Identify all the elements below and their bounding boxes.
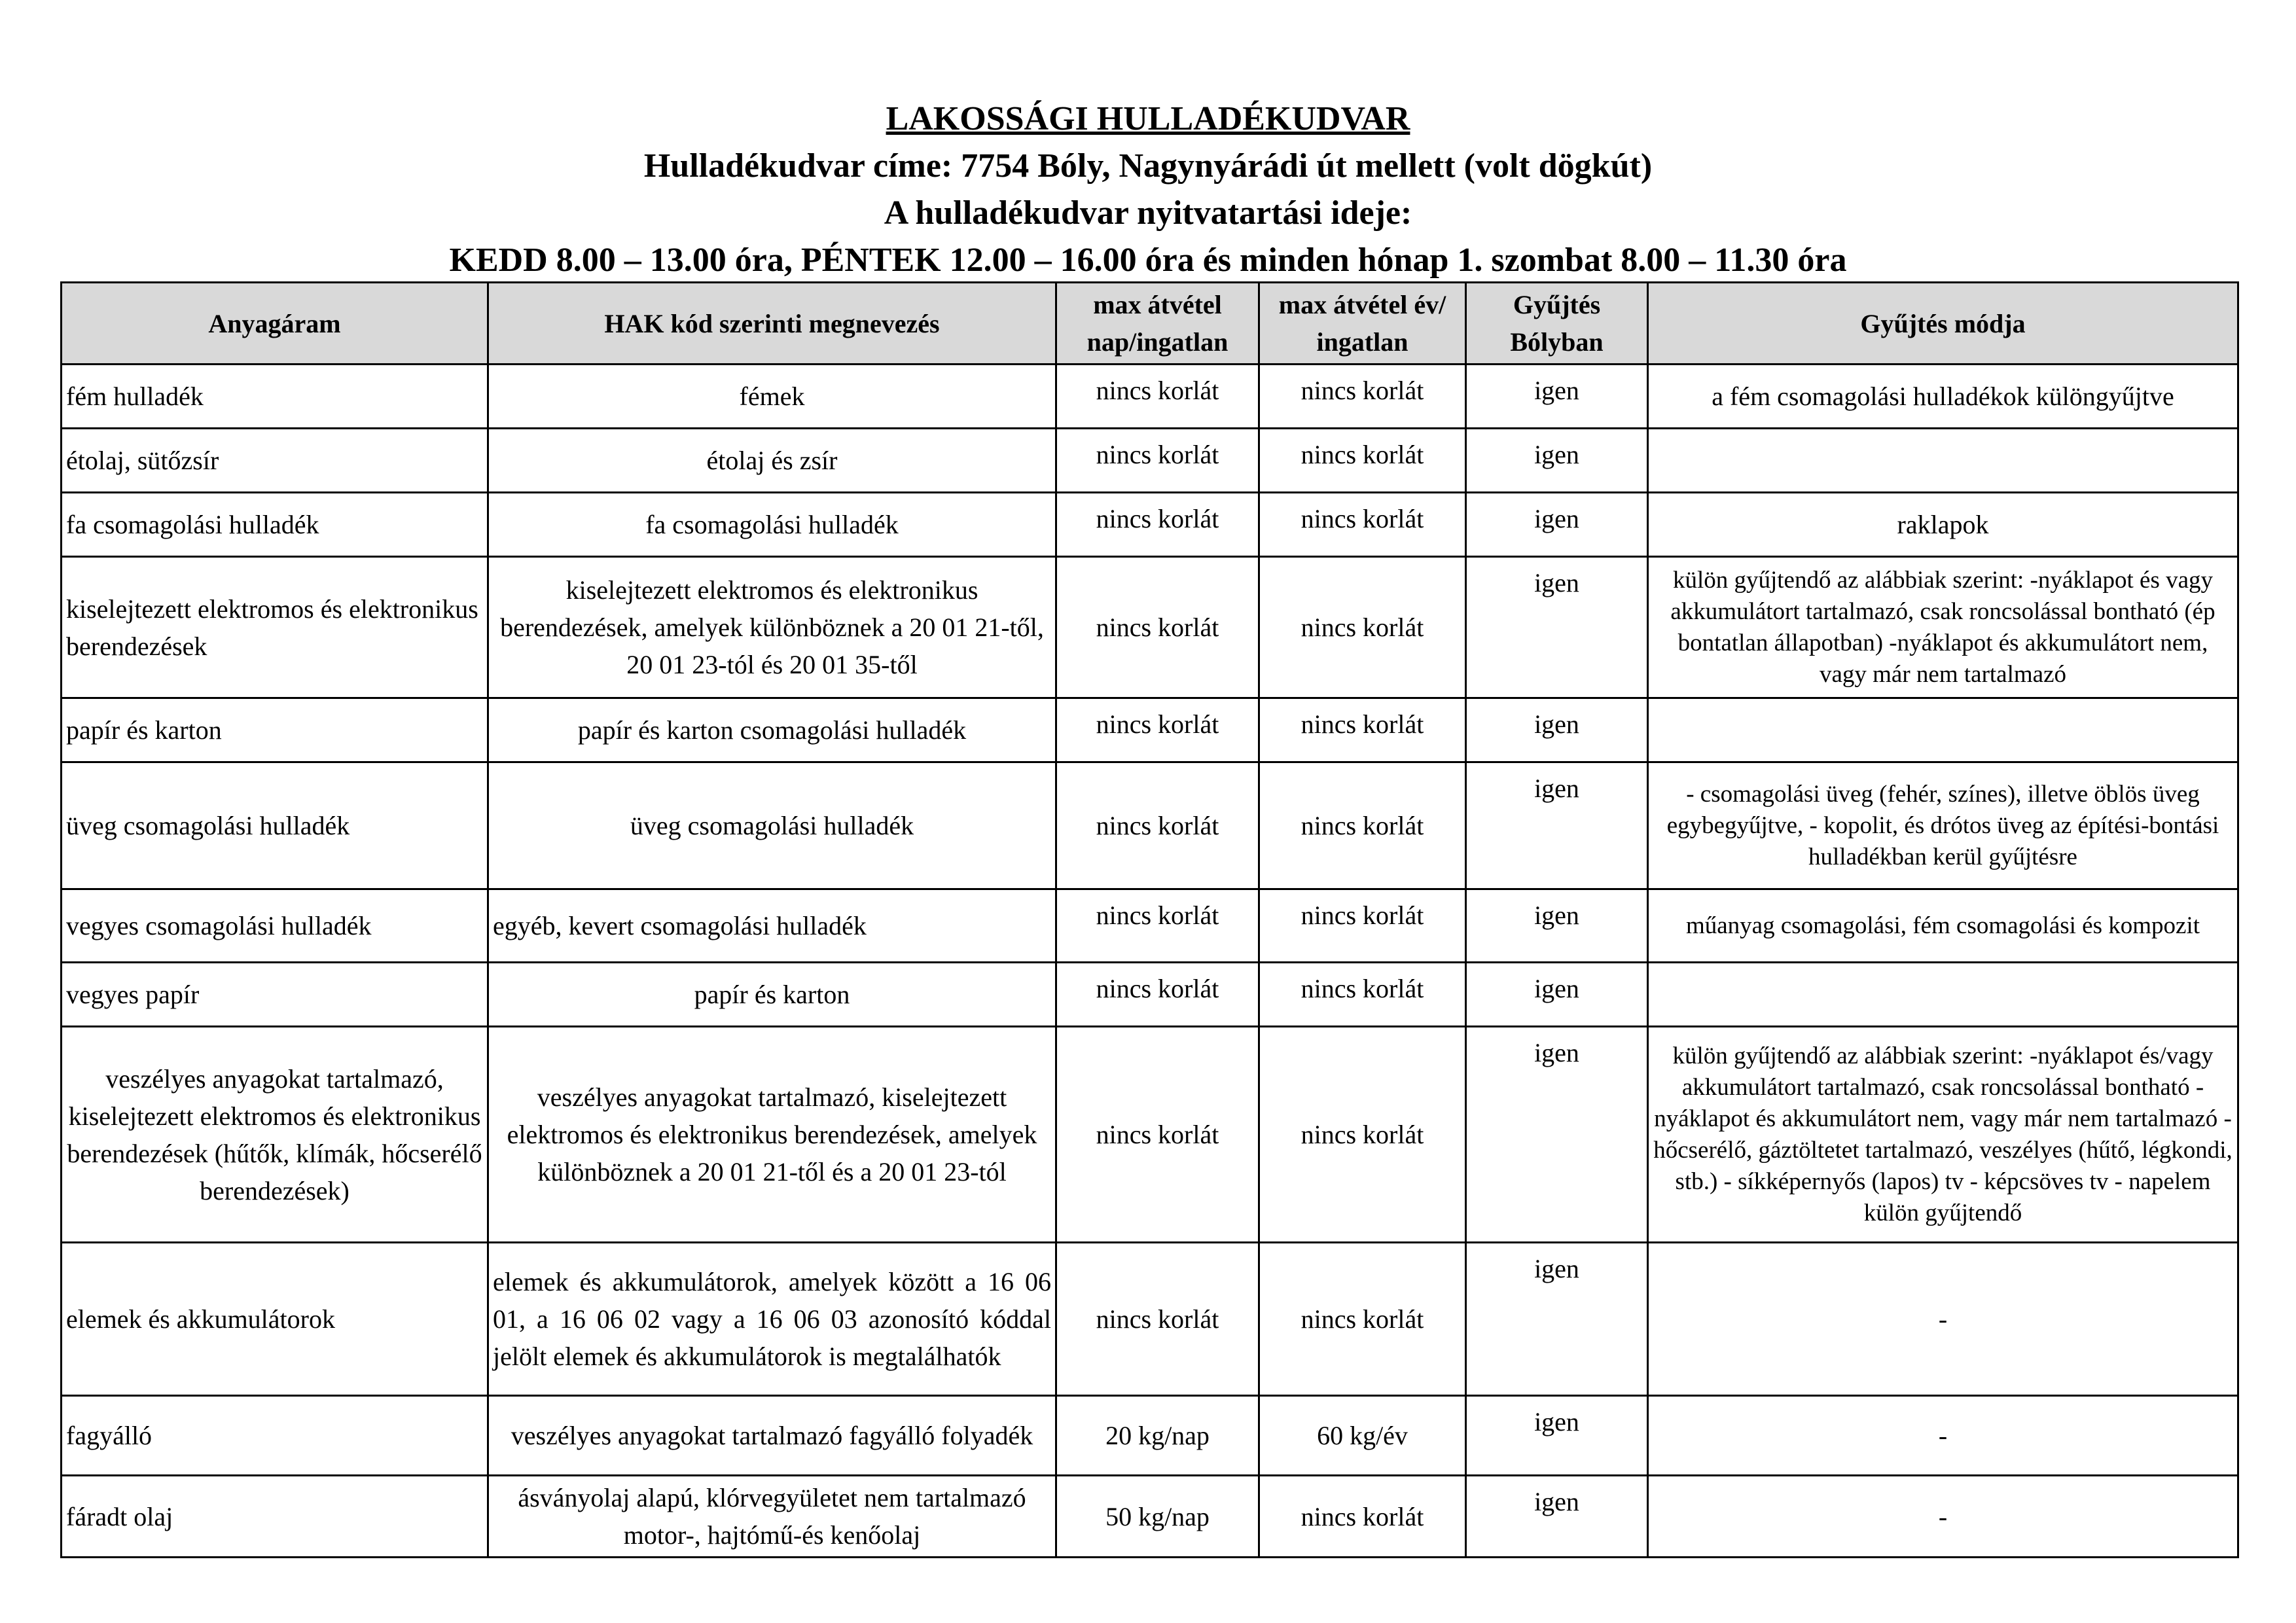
cell-hak: fémek [488,365,1056,429]
col-header-max-year: max átvétel év/ ingatlan [1259,283,1466,365]
table-header-row [62,283,2238,365]
table-row [62,1243,2238,1396]
cell-hak: kiselejtezett elektromos és elektronikus berendezések, amelyek különböznek a 20 01 21-től, 20 01 23-tól és 20 01 35-től [488,557,1056,698]
cell-max-year: nincs korlát [1259,1243,1466,1396]
cell-max-year: nincs korlát [1259,1476,1466,1558]
cell-max-day: nincs korlát [1056,1243,1259,1396]
cell-max-year: nincs korlát [1259,762,1466,889]
cell-max-year: nincs korlát [1259,557,1466,698]
col-header-max-day: max átvétel nap/ingatlan [1056,283,1259,365]
col-header-stream: Anyagáram [62,283,488,365]
cell-stream: fém hulladék [62,365,488,429]
cell-max-year: nincs korlát [1259,493,1466,557]
cell-boly: igen [1466,429,1648,493]
table-row [62,889,2238,963]
col-header-boly: Gyűjtés Bólyban [1466,283,1648,365]
cell-stream: üveg csomagolási hulladék [62,762,488,889]
cell-hak: veszélyes anyagokat tartalmazó fagyálló folyadék [488,1396,1056,1476]
table-row [62,557,2238,698]
cell-stream: fa csomagolási hulladék [62,493,488,557]
cell-hak: elemek és akkumulátorok, amelyek között a 16 06 01, a 16 06 02 vagy a 16 06 03 azonosító kóddal jelölt elemek és akkumulátorok is megtalálhatók [488,1243,1056,1396]
cell-stream: vegyes csomagolási hulladék [62,889,488,963]
table-row [62,762,2238,889]
cell-boly: igen [1466,1476,1648,1558]
table-row [62,963,2238,1027]
cell-hak: ásványolaj alapú, klórvegyületet nem tartalmazó motor-, hajtómű-és kenőolaj [488,1476,1056,1558]
cell-stream: veszélyes anyagokat tartalmazó, kiselejtezett elektromos és elektronikus berendezések (hűtők, klímák, hőcserélő berendezések) [62,1027,488,1243]
cell-hak: papír és karton csomagolási hulladék [488,698,1056,762]
cell-hak: üveg csomagolási hulladék [488,762,1056,889]
cell-max-day: nincs korlát [1056,365,1259,429]
cell-boly: igen [1466,557,1648,698]
cell-max-day: nincs korlát [1056,493,1259,557]
cell-max-day: 20 kg/nap [1056,1396,1259,1476]
address-line: Hulladékudvar címe: 7754 Bóly, Nagynyárádi út mellett (volt dögkút) [643,147,1653,185]
cell-hak: papír és karton [488,963,1056,1027]
cell-hak: egyéb, kevert csomagolási hulladék [488,889,1056,963]
cell-max-day: nincs korlát [1056,429,1259,493]
opening-label: A hulladékudvar nyitvatartási ideje: [884,194,1412,232]
cell-stream: vegyes papír [62,963,488,1027]
cell-max-day: nincs korlát [1056,762,1259,889]
cell-method: - [1648,1396,2238,1476]
cell-method: - [1648,1243,2238,1396]
cell-max-day: nincs korlát [1056,889,1259,963]
opening-hours: KEDD 8.00 – 13.00 óra, PÉNTEK 12.00 – 16.00 óra és minden hónap 1. szombat 8.00 – 11.30 óra [449,241,1847,279]
table-row [62,698,2238,762]
cell-boly: igen [1466,1027,1648,1243]
cell-boly: igen [1466,365,1648,429]
cell-stream: étolaj, sütőzsír [62,429,488,493]
cell-stream: fagyálló [62,1396,488,1476]
table-row [62,365,2238,429]
document-title: LAKOSSÁGI HULLADÉKUDVAR [886,100,1410,137]
cell-max-day: nincs korlát [1056,963,1259,1027]
cell-boly: igen [1466,963,1648,1027]
cell-hak: veszélyes anyagokat tartalmazó, kiselejtezett elektromos és elektronikus berendezések, amelyek különböznek a 20 01 21-től és a 20 01 23-tól [488,1027,1056,1243]
cell-max-day: nincs korlát [1056,557,1259,698]
cell-max-year: nincs korlát [1259,963,1466,1027]
cell-max-day: nincs korlát [1056,1027,1259,1243]
table-row [62,493,2238,557]
table-row [62,1396,2238,1476]
cell-max-year: nincs korlát [1259,889,1466,963]
table-row [62,1027,2238,1243]
cell-method: külön gyűjtendő az alábbiak szerint: -nyáklapot és vagy akkumulátort tartalmazó, csak roncsolással bontható (ép bontatlan állapotban) -nyáklapot és akkumulátort nem, vagy már nem tartalmazó [1648,557,2238,698]
cell-method: külön gyűjtendő az alábbiak szerint: -nyáklapot és/vagy akkumulátort tartalmazó, csak roncsolással bontható -nyáklapot és akkumulátort nem, vagy már nem tartalmazó - hőcserélő, gáztöltetet tartalmazó, veszélyes (hűtő, légkondi, stb.) - síkképernyős (lapos) tv - képcsöves tv - napelem külön gyűjtendő [1648,1027,2238,1243]
cell-boly: igen [1466,1396,1648,1476]
cell-stream: papír és karton [62,698,488,762]
cell-boly: igen [1466,1243,1648,1396]
cell-stream: kiselejtezett elektromos és elektronikus berendezések [62,557,488,698]
cell-method: raklapok [1648,493,2238,557]
cell-max-year: 60 kg/év [1259,1396,1466,1476]
waste-table [60,281,2239,1558]
cell-boly: igen [1466,493,1648,557]
col-header-method: Gyűjtés módja [1648,283,2238,365]
cell-boly: igen [1466,698,1648,762]
cell-method [1648,429,2238,493]
cell-method: a fém csomagolási hulladékok különgyűjtve [1648,365,2238,429]
cell-stream: fáradt olaj [62,1476,488,1558]
cell-hak: étolaj és zsír [488,429,1056,493]
cell-hak: fa csomagolási hulladék [488,493,1056,557]
cell-max-year: nincs korlát [1259,698,1466,762]
document-header [60,96,2236,284]
cell-boly: igen [1466,762,1648,889]
cell-method: - csomagolási üveg (fehér, színes), illetve öblös üveg egybegyűjtve, - kopolit, és drótos üveg az építési-bontási hulladékban kerül gyűjtésre [1648,762,2238,889]
cell-max-year: nincs korlát [1259,429,1466,493]
cell-boly: igen [1466,889,1648,963]
col-header-hak: HAK kód szerinti megnevezés [488,283,1056,365]
cell-stream: elemek és akkumulátorok [62,1243,488,1396]
cell-method: - [1648,1476,2238,1558]
cell-method [1648,698,2238,762]
cell-max-year: nincs korlát [1259,1027,1466,1243]
cell-method [1648,963,2238,1027]
table-row [62,429,2238,493]
cell-method: műanyag csomagolási, fém csomagolási és kompozit [1648,889,2238,963]
cell-max-year: nincs korlát [1259,365,1466,429]
cell-max-day: 50 kg/nap [1056,1476,1259,1558]
cell-max-day: nincs korlát [1056,698,1259,762]
table-row [62,1476,2238,1558]
